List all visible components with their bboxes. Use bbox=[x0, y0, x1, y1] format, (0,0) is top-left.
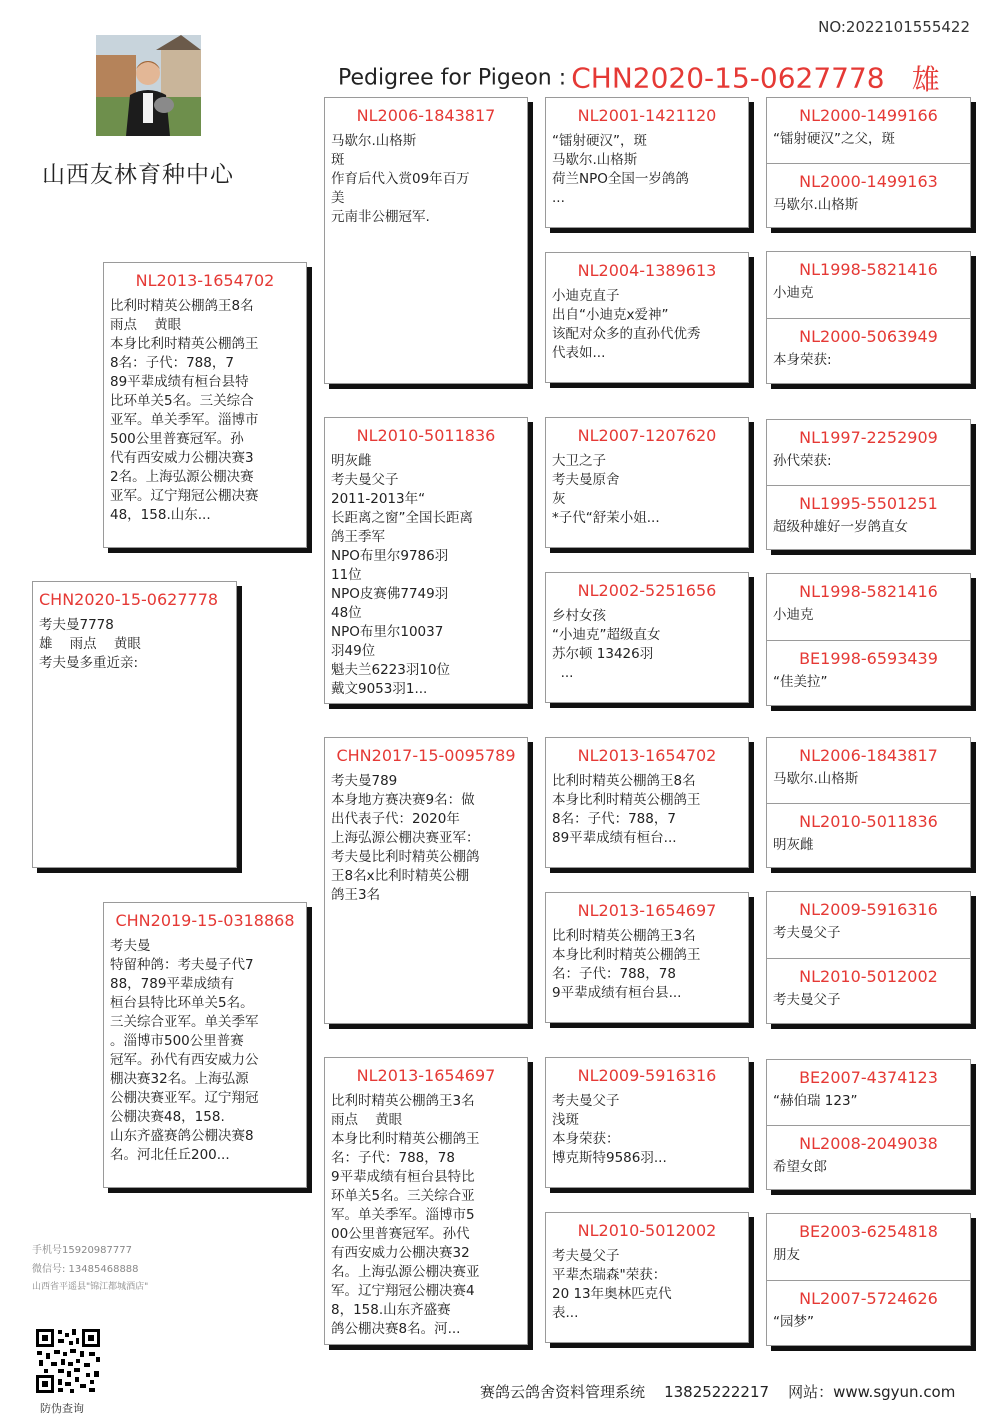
gen5-ring: NL1997-2252909 bbox=[799, 428, 938, 447]
gen5-entry[interactable] bbox=[767, 803, 970, 868]
gen3-ring: NL2013-1654697 bbox=[356, 1066, 496, 1085]
gen4-desc: 小迪克直子 出自“小迪克x爱神” 该配对众多的直孙代优秀 代表如... bbox=[552, 288, 701, 361]
gen5-ring: NL1998-5821416 bbox=[799, 582, 938, 601]
title-ring-number: CHN2020-15-0627778 bbox=[571, 61, 885, 95]
gen5-desc: 孙代荣获: bbox=[773, 453, 832, 469]
gen5-desc: 希望女郎 bbox=[773, 1158, 827, 1175]
gen5-entry[interactable] bbox=[767, 1280, 970, 1346]
gen4-ring: NL2010-5012002 bbox=[577, 1221, 717, 1240]
breeder-photo bbox=[96, 35, 201, 136]
gen4-ring: NL2004-1389613 bbox=[577, 261, 717, 280]
gen3-ring: CHN2017-15-0095789 bbox=[336, 746, 516, 765]
gen5-entry[interactable] bbox=[767, 163, 970, 228]
gen4-card[interactable] bbox=[545, 1212, 749, 1343]
qr-code[interactable] bbox=[34, 1327, 102, 1395]
subject-card[interactable] bbox=[32, 581, 237, 868]
gen5-desc: “园梦” bbox=[773, 1313, 814, 1330]
gen5-desc: 本身荣获: bbox=[773, 351, 832, 368]
gen5-pair bbox=[766, 573, 971, 706]
gen5-entry[interactable] bbox=[767, 252, 970, 318]
sire-card[interactable] bbox=[103, 262, 307, 548]
gen5-pair bbox=[766, 419, 971, 550]
gen5-desc: 马歇尔.山格斯 bbox=[773, 771, 859, 787]
gen4-ring: NL2002-5251656 bbox=[577, 581, 717, 600]
gen5-desc: 朋友 bbox=[773, 1247, 800, 1263]
gen5-ring: BE2007-4374123 bbox=[799, 1068, 938, 1087]
gen5-ring: NL2010-5011836 bbox=[799, 811, 938, 831]
gen5-desc: 考夫曼父子 bbox=[773, 991, 841, 1008]
gen5-ring: NL2010-5012002 bbox=[799, 966, 938, 986]
gen5-entry[interactable] bbox=[767, 318, 970, 384]
gen5-entry[interactable] bbox=[767, 574, 970, 640]
gen5-entry[interactable] bbox=[767, 420, 970, 485]
gen4-ring: NL2013-1654697 bbox=[577, 901, 717, 920]
title-sex: 雄 bbox=[911, 63, 940, 96]
gen5-desc: 明灰雌 bbox=[773, 836, 814, 853]
gen5-ring: NL2009-5916316 bbox=[799, 900, 938, 919]
gen3-desc: 明灰雌 考夫曼父子 2011-2013年“ 长距离之窗”全国长距离 鸽王季军 NPO布里尔9786羽 11位 NPO皮赛佛7749羽 48位 NPO布里尔10037 羽49位 魁夫兰6223羽10位 戴文9053羽1... bbox=[331, 453, 473, 697]
pedigree-title bbox=[338, 58, 940, 98]
gen4-desc: 比利时精英公棚鸽王8名 本身比利时精英公棚鸽王 8名：子代：788，7 89平辈成绩有桓台... bbox=[552, 773, 701, 846]
gen3-desc: 考夫曼789 本身地方赛决赛9名：做 出代表子代：2020年 上海弘源公棚决赛亚军： 考夫曼比利时精英公棚鸽 王8名x比利时精英公棚 鸽王3名 bbox=[331, 773, 480, 903]
gen5-desc: 考夫曼父子 bbox=[773, 925, 841, 941]
gen4-desc: 考夫曼父子 平辈杰瑞森"荣获： 20 13年奥林匹克代 表... bbox=[552, 1248, 672, 1321]
gen3-desc: 比利时精英公棚鸽王3名 雨点 黄眼 本身比利时精英公棚鸽王 名：子代：788，78 9平辈成绩有桓台县特比 环单关5名。三关综合亚 军。单关季军。淄博市5 00公里普赛冠军。孙代 有西安威力公棚决赛32 名。上海弘源公棚决赛亚 军。辽宁翔冠公棚决赛4 8，158.山东齐盛赛 鸽公棚决赛8名。河... bbox=[331, 1093, 480, 1337]
gen5-pair bbox=[766, 251, 971, 384]
gen5-pair bbox=[766, 737, 971, 868]
gen5-entry[interactable] bbox=[767, 892, 970, 958]
gen5-desc: “镭射硬汉”之父，斑 bbox=[773, 131, 895, 147]
gen5-entry[interactable] bbox=[767, 640, 970, 706]
gen5-entry[interactable] bbox=[767, 1125, 970, 1190]
gen4-desc: 乡村女孩 “小迪克”超级直女 苏尔顿 13426羽 ... bbox=[552, 608, 661, 681]
gen5-entry[interactable] bbox=[767, 485, 970, 550]
gen4-card[interactable] bbox=[545, 1057, 749, 1188]
gen5-desc: 小迪克 bbox=[773, 607, 814, 623]
gen5-ring: NL2000-1499166 bbox=[799, 106, 938, 125]
gen5-pair bbox=[766, 891, 971, 1024]
gen4-card[interactable] bbox=[545, 737, 749, 868]
gen5-ring: NL2000-5063949 bbox=[799, 326, 938, 346]
footer-info: 赛鸽云鸽舍资料管理系统 13825222217 网站：www.sgyun.com bbox=[480, 1383, 956, 1401]
gen5-pair bbox=[766, 1059, 971, 1190]
subject-desc: 考夫曼7778 雄 雨点 黄眼 考夫曼多重近亲: bbox=[39, 617, 141, 671]
granddam-sire-card[interactable] bbox=[324, 417, 528, 704]
gen4-desc: “镭射硬汉”，斑 马歇尔.山格斯 荷兰NPO全国一岁鸽鸽 ... bbox=[552, 133, 689, 206]
gen4-desc: 考夫曼父子 浅斑 本身荣获： 博克斯特9586羽... bbox=[552, 1093, 667, 1166]
grandsire-dam-card[interactable] bbox=[324, 737, 528, 1024]
gen5-entry[interactable] bbox=[767, 98, 970, 163]
dam-card[interactable] bbox=[103, 902, 307, 1188]
gen5-entry[interactable] bbox=[767, 958, 970, 1024]
gen5-ring: NL2007-5724626 bbox=[799, 1288, 938, 1308]
title-prefix: Pedigree for Pigeon : bbox=[338, 65, 567, 91]
gen4-ring: NL2001-1421120 bbox=[577, 106, 717, 125]
loft-name: 山西友林育种中心 bbox=[42, 162, 234, 188]
gen4-card[interactable] bbox=[545, 252, 749, 383]
gen4-card[interactable] bbox=[545, 892, 749, 1023]
grandsire-sire-card[interactable] bbox=[324, 97, 528, 384]
gen4-desc: 大卫之子 考夫曼原舍 灰 *子代“舒茉小姐... bbox=[552, 453, 660, 526]
sire-desc: 比利时精英公棚鸽王8名 雨点 黄眼 本身比利时精英公棚鸽王 8名：子代：788，7 89平辈成绩有桓台县特 比环单关5名。三关综合 亚军。单关季军。淄博市 500公里普赛冠军。孙 代有西安威力公棚决赛3 2名。上海弘源公棚决赛 亚军。辽宁翔冠公棚决赛 48，158.山东... bbox=[110, 298, 259, 523]
gen5-desc: “赫伯瑞 123” bbox=[773, 1093, 858, 1109]
subject-ring: CHN2020-15-0627778 bbox=[39, 590, 219, 609]
gen5-pair bbox=[766, 1213, 971, 1346]
gen5-ring: NL2006-1843817 bbox=[799, 746, 938, 765]
gen4-card[interactable] bbox=[545, 417, 749, 548]
gen5-ring: NL2000-1499163 bbox=[799, 171, 938, 191]
gen4-ring: NL2007-1207620 bbox=[577, 426, 717, 445]
gen5-desc: “佳美拉” bbox=[773, 673, 828, 690]
contact-wechat: 微信号: 13485468888 bbox=[32, 1264, 139, 1275]
contact-address: 山西省平遥县"锦江都城酒店" bbox=[32, 1282, 149, 1292]
gen5-pair bbox=[766, 97, 971, 228]
contact-phone: 手机号15920987777 bbox=[32, 1245, 132, 1256]
gen5-desc: 小迪克 bbox=[773, 285, 814, 301]
gen5-desc: 超级种雄好一岁鸽直女 bbox=[773, 518, 908, 535]
dam-desc: 考夫曼 特留种鸽：考夫曼子代7 88，789平辈成绩有 桓台县特比环单关5名。 三关综合亚军。单关季军 。淄博市500公里普赛 冠军。孙代有西安威力公 棚决赛32名。上海弘源 公棚决赛亚军。辽宁翔冠 公棚决赛48，158. 山东齐盛赛鸽公棚决赛8 名。河北任丘200... bbox=[110, 938, 259, 1163]
gen5-entry[interactable] bbox=[767, 1214, 970, 1280]
gen5-ring: NL1998-5821416 bbox=[799, 260, 938, 279]
sire-ring: NL2013-1654702 bbox=[135, 271, 275, 290]
gen3-desc: 马歇尔.山格斯 斑 作育后代入赏09年百万 美 元南非公棚冠军. bbox=[331, 133, 470, 225]
gen3-ring: NL2006-1843817 bbox=[356, 106, 496, 125]
gen3-ring: NL2010-5011836 bbox=[356, 426, 496, 445]
gen5-desc: 马歇尔.山格斯 bbox=[773, 196, 859, 213]
gen4-ring: NL2009-5916316 bbox=[577, 1066, 717, 1085]
gen5-ring: NL2008-2049038 bbox=[799, 1133, 938, 1153]
gen5-ring: NL1995-5501251 bbox=[799, 493, 938, 513]
gen4-desc: 比利时精英公棚鸽王3名 本身比利时精英公棚鸽王 名：子代：788，78 9平辈成绩有桓台县... bbox=[552, 928, 701, 1001]
granddam-dam-card[interactable] bbox=[324, 1057, 528, 1345]
gen5-entry[interactable] bbox=[767, 738, 970, 803]
gen4-card[interactable] bbox=[545, 97, 749, 228]
gen5-entry[interactable] bbox=[767, 1060, 970, 1125]
gen4-card[interactable] bbox=[545, 572, 749, 703]
gen5-ring: BE1998-6593439 bbox=[799, 648, 938, 668]
gen4-ring: NL2013-1654702 bbox=[577, 746, 717, 765]
gen5-ring: BE2003-6254818 bbox=[799, 1222, 938, 1241]
dam-ring: CHN2019-15-0318868 bbox=[115, 911, 295, 930]
qr-label: 防伪查询 bbox=[40, 1402, 84, 1415]
document-number: NO:2022101555422 bbox=[818, 18, 970, 36]
